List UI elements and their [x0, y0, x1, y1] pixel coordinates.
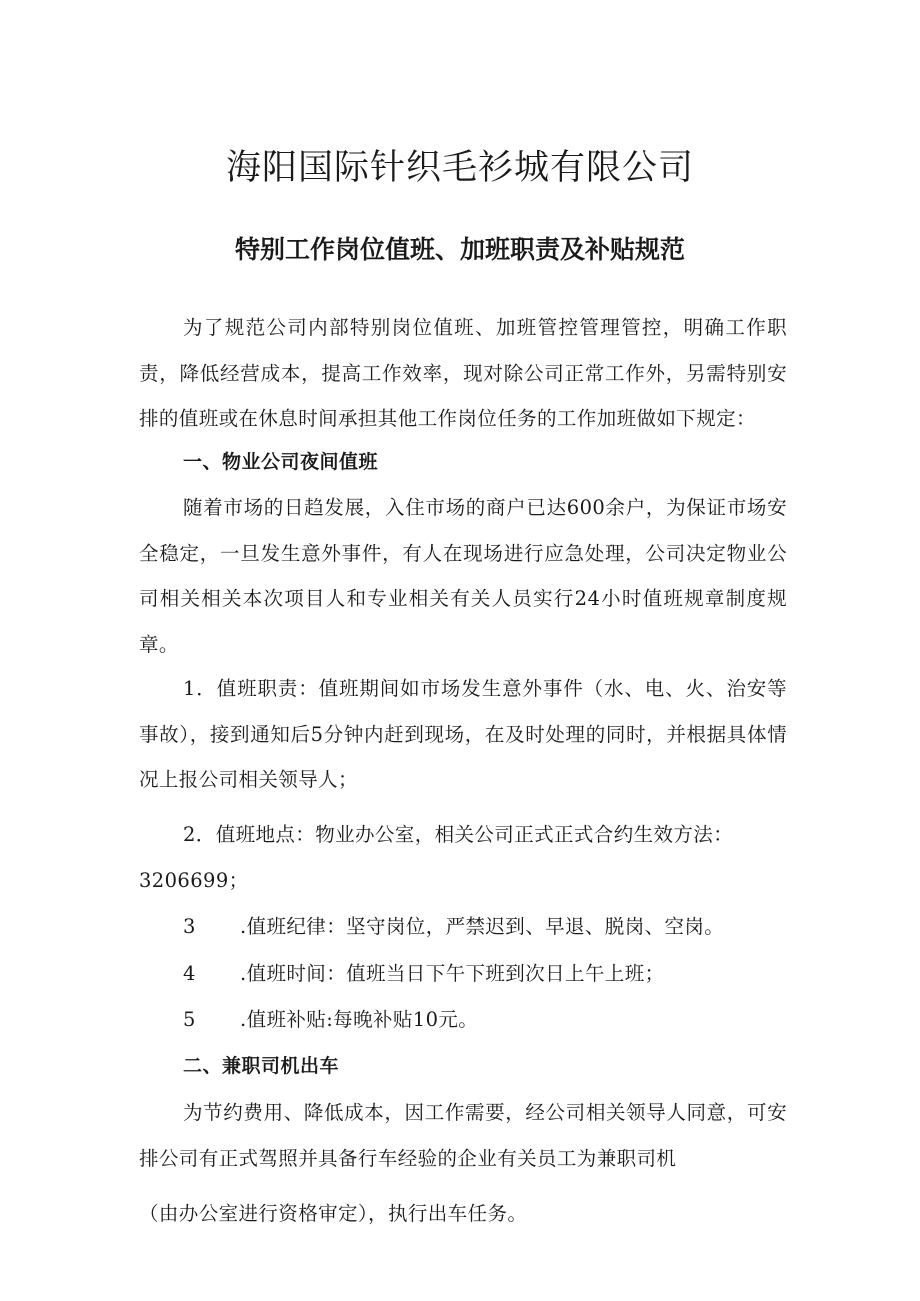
section1-item5-text: .值班补贴:每晚补贴10元。 — [240, 1008, 479, 1031]
section2-paragraph-part1: 为节约费用、降低成本，因工作需要，经公司相关领导人同意，可安排公司有正式驾照并具备行车经验的企业有关员工为兼职司机 — [139, 1101, 787, 1170]
document-subtitle: 特别工作岗位值班、加班职责及补贴规范 — [234, 235, 685, 264]
section1-item3-text: .值班纪律：坚守岗位，严禁迟到、早退、脱岗、空岗。 — [240, 915, 725, 938]
company-title: 海阳国际针织毛衫城有限公司 — [225, 148, 694, 188]
section2-paragraph-part2: （由办公室进行资格审定），执行出车任务。 — [139, 1202, 528, 1225]
section1-heading: 一、物业公司夜间值班 — [183, 451, 379, 473]
section1-item5-number: 5 — [183, 1008, 196, 1031]
section1-item4-number: 4 — [183, 962, 196, 985]
section1-item3-number: 3 — [183, 915, 196, 938]
section2-heading: 二、兼职司机出车 — [183, 1055, 340, 1077]
intro-paragraph: 为了规范公司内部特别岗位值班、加班管控管理管控，明确工作职责，降低经营成本，提高工作效率，现对除公司正常工作外，另需特别安排的值班或在休息时间承担其他工作岗位任务的工作加班做如下规定： — [139, 316, 787, 431]
section1-item2-line1: 2．值班地点：物业办公室，相关公司正式正式合约生效方法： — [183, 823, 734, 846]
section1-item1: 1．值班职责：值班期间如市场发生意外事件（水、电、火、治安等事故），接到通知后5分钟内赶到现场，在及时处理的同时，并根据具体情况上报公司相关领导人； — [139, 677, 787, 792]
section1-item4-text: .值班时间：值班当日下午下班到次日上午上班； — [240, 962, 665, 985]
section1-item2-line2: 3206699； — [139, 869, 249, 892]
section1-paragraph: 随着市场的日趋发展，入住市场的商户已达600余户，为保证市场安全稳定，一旦发生意外事件，有人在现场进行应急处理，公司决定物业公司相关相关本次项目人和专业相关有关人员实行24小时值班规章制度规章。 — [139, 496, 787, 657]
